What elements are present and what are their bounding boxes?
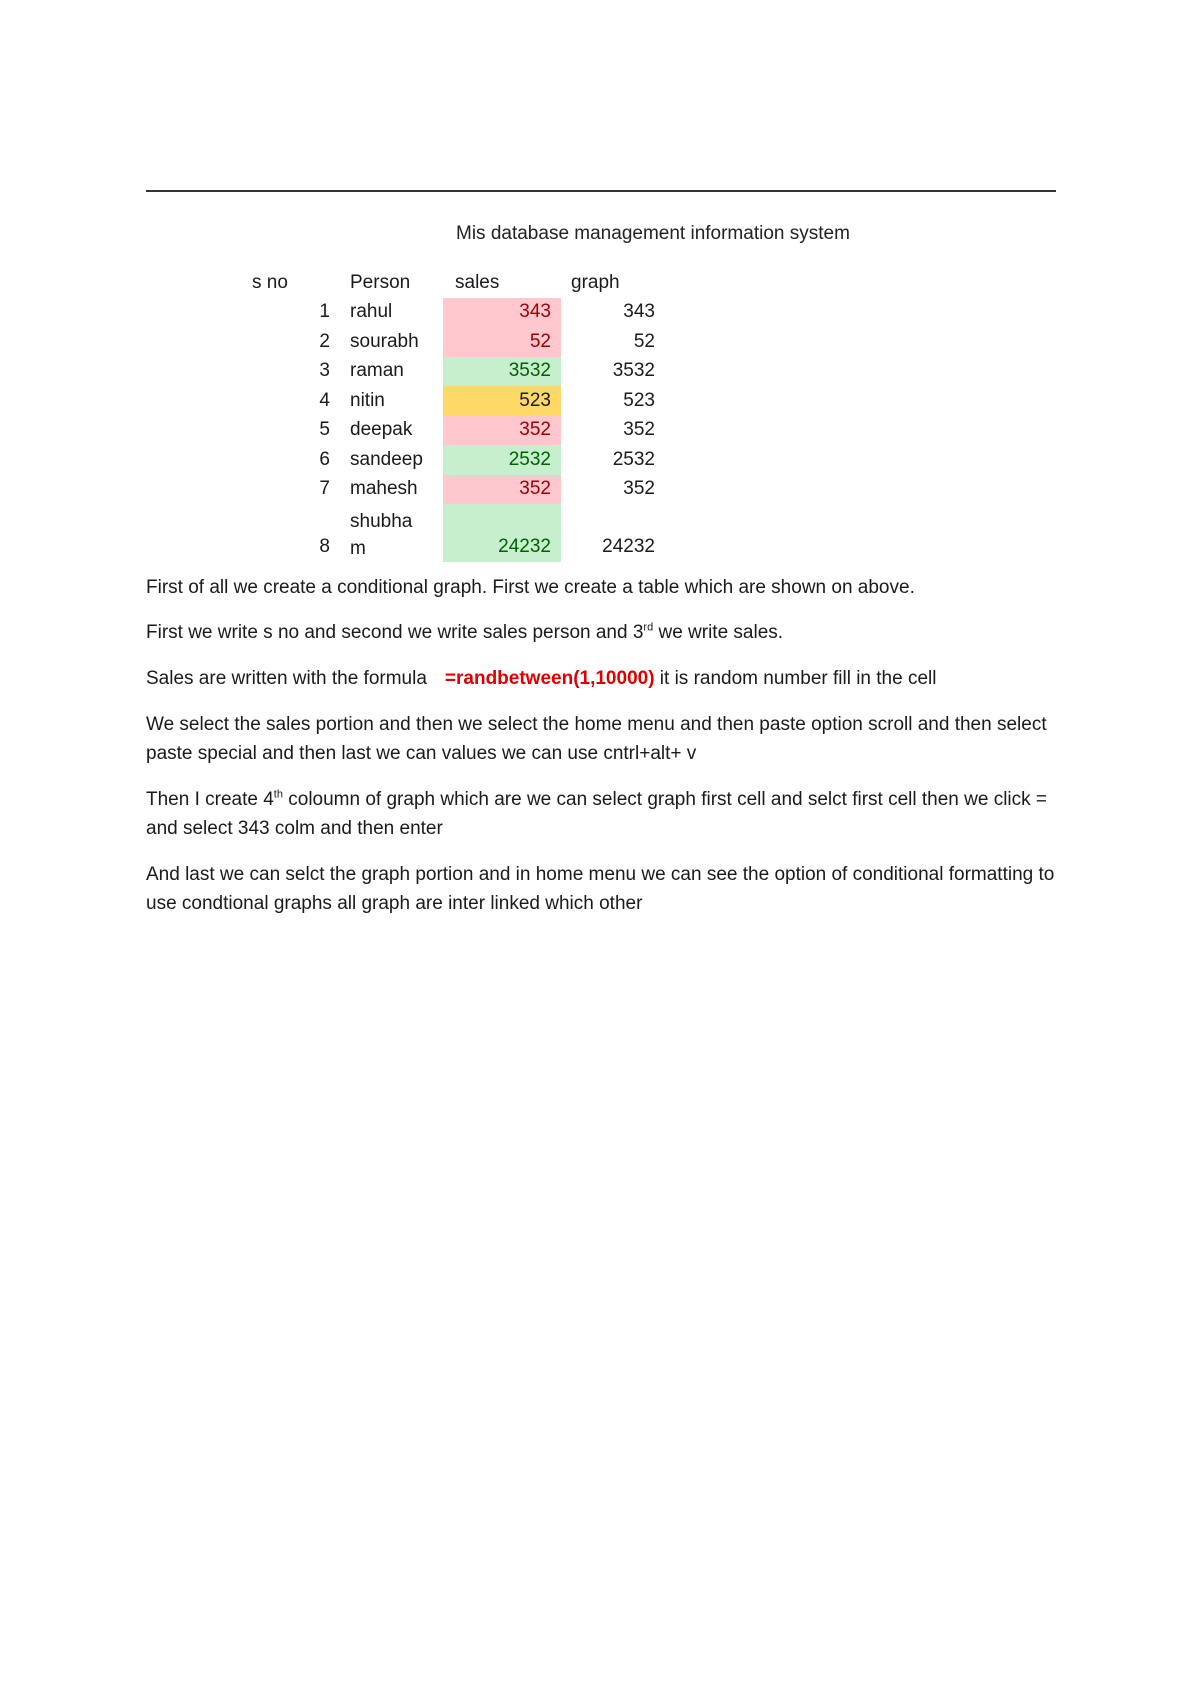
sales-table — [240, 268, 655, 562]
paragraph-5-text-b: coloumn of graph which are we can select graph first cell and selct first cell then we click = and select 343 colm and then enter — [146, 789, 1048, 839]
paragraph-3-text-b: it is random number fill in the cell — [654, 668, 937, 689]
header-sales: sales — [455, 271, 500, 293]
paragraph-2 — [146, 618, 1076, 647]
graph-cell: 352 — [623, 419, 655, 441]
sno-cell: 8 — [319, 536, 330, 557]
person-name-line-2: m — [350, 538, 366, 559]
paragraph-2-text-b: we write sales. — [653, 622, 784, 643]
person-cell: mahesh — [350, 478, 418, 500]
sno-cell: 5 — [319, 419, 330, 441]
person-cell: sourabh — [350, 330, 419, 352]
table-row — [240, 445, 655, 475]
graph-cell: 2532 — [612, 448, 655, 470]
table-row — [240, 298, 655, 328]
person-cell: deepak — [350, 419, 413, 441]
paragraph-6: And last we can selct the graph portion and in home menu we can see the option of conditional formatting to use condtional graphs all graph are inter linked which other — [146, 864, 1055, 914]
horizontal-rule — [146, 190, 1056, 192]
sales-cell: 3532 — [443, 357, 561, 387]
sales-cell: 352 — [443, 475, 561, 505]
table-row — [240, 504, 655, 562]
table-row — [240, 475, 655, 505]
document-title: Mis database management information system — [456, 223, 850, 244]
sno-cell: 3 — [319, 360, 330, 382]
table-row — [240, 386, 655, 416]
sales-cell: 352 — [443, 416, 561, 446]
person-cell: rahul — [350, 301, 393, 323]
sno-cell: 6 — [319, 448, 330, 470]
paragraph-3 — [146, 664, 1076, 693]
graph-cell: 523 — [623, 389, 655, 411]
table-row — [240, 327, 655, 357]
table-row — [240, 357, 655, 387]
sno-cell: 1 — [319, 301, 330, 323]
sno-cell: 2 — [319, 330, 330, 352]
ordinal-suffix: th — [273, 788, 283, 801]
sales-cell: 24232 — [443, 504, 561, 562]
person-name-line-1: shubha — [350, 511, 413, 532]
paragraph-1: First of all we create a conditional graph. First we create a table which are shown on above. — [146, 577, 915, 598]
formula-text: =randbetween(1,10000) — [444, 668, 655, 689]
person-cell: nitin — [350, 389, 385, 411]
header-person: Person — [350, 271, 411, 293]
graph-cell: 24232 — [602, 536, 655, 557]
header-sno: s no — [252, 271, 288, 293]
paragraph-2-text-a: First we write s no and second we write sales person and 3 — [146, 622, 644, 643]
graph-cell: 352 — [623, 478, 655, 500]
sales-cell: 343 — [443, 298, 561, 328]
paragraph-4: We select the sales portion and then we select the home menu and then paste option scroll and then select paste special and then last we can values we can use cntrl+alt+ v — [146, 714, 1047, 764]
sales-cell: 523 — [443, 386, 561, 416]
header-graph: graph — [571, 271, 620, 293]
paragraph-5 — [146, 785, 1076, 843]
sales-cell: 2532 — [443, 445, 561, 475]
sno-cell: 7 — [319, 478, 330, 500]
graph-cell: 3532 — [612, 360, 655, 382]
person-cell: sandeep — [350, 448, 423, 470]
table-row — [240, 416, 655, 446]
sales-cell: 52 — [443, 327, 561, 357]
graph-cell: 343 — [623, 301, 655, 323]
ordinal-suffix: rd — [643, 621, 654, 634]
table-header-row — [240, 268, 655, 298]
paragraph-3-text-a: Sales are written with the formula — [146, 668, 427, 689]
person-cell: raman — [350, 360, 404, 382]
sno-cell: 4 — [319, 389, 330, 411]
graph-cell: 52 — [633, 330, 655, 352]
paragraph-5-text-a: Then I create 4 — [146, 789, 274, 810]
person-cell — [342, 504, 443, 562]
